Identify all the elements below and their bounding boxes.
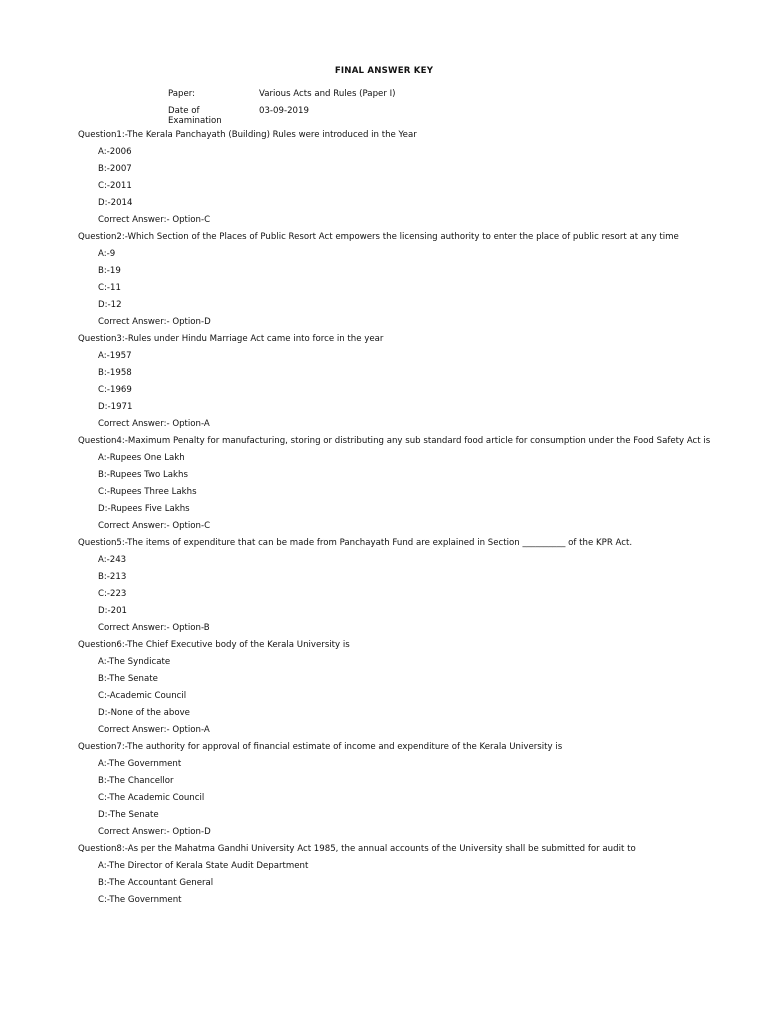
date-value: 03-09-2019 [259,106,309,116]
answer-option: C:-11 [98,283,121,293]
correct-answer: Correct Answer:- Option-A [98,725,210,735]
answer-option: A:-The Director of Kerala State Audit Department [98,861,309,871]
question-text: Question3:-Rules under Hindu Marriage Act came into force in the year [78,334,384,344]
answer-option: C:-1969 [98,385,132,395]
question-block [78,841,758,909]
page-title: FINAL ANSWER KEY [334,66,434,76]
answer-option: A:-1957 [98,351,132,361]
answer-option: B:-19 [98,266,121,276]
question-text: Question7:-The authority for approval of financial estimate of income and expenditure of the Kerala University is [78,742,563,752]
answer-option: B:-2007 [98,164,132,174]
correct-answer: Correct Answer:- Option-D [98,827,211,837]
answer-option: A:-The Government [98,759,182,769]
correct-answer: Correct Answer:- Option-D [98,317,211,327]
answer-option: B:-The Senate [98,674,158,684]
answer-option: A:-The Syndicate [98,657,171,667]
answer-option: D:-201 [98,606,128,616]
answer-option: D:-The Senate [98,810,159,820]
question-text: Question4:-Maximum Penalty for manufacturing, storing or distributing any sub standard food article for consumption under the Food Safety Act is [78,436,711,446]
question-block [78,229,758,331]
answer-option: C:-The Government [98,895,182,905]
question-block [78,739,758,841]
answer-option: D:-None of the above [98,708,190,718]
answer-option: A:-9 [98,249,116,259]
answer-option: C:-The Academic Council [98,793,205,803]
answer-option: C:-223 [98,589,127,599]
question-text: Question1:-The Kerala Panchayath (Building) Rules were introduced in the Year [78,130,417,140]
answer-option: C:-Rupees Three Lakhs [98,487,197,497]
question-list [78,127,758,909]
answer-option: B:-Rupees Two Lakhs [98,470,188,480]
question-block [78,637,758,739]
question-text: Question6:-The Chief Executive body of the Kerala University is [78,640,350,650]
question-block [78,535,758,637]
answer-option: B:-The Chancellor [98,776,174,786]
answer-option: B:-213 [98,572,127,582]
paper-label: Paper: [168,89,196,99]
date-label-line2: Examination [168,116,222,126]
answer-option: D:-1971 [98,402,133,412]
answer-option: A:-Rupees One Lakh [98,453,185,463]
answer-option: D:-Rupees Five Lakhs [98,504,190,514]
answer-option: B:-1958 [98,368,132,378]
question-text: Question5:-The items of expenditure that can be made from Panchayath Fund are explained in Section __________ of the KPR Act. [78,538,633,548]
question-block [78,127,758,229]
paper-value: Various Acts and Rules (Paper I) [259,89,396,99]
answer-option: D:-12 [98,300,122,310]
correct-answer: Correct Answer:- Option-C [98,521,211,531]
answer-option: D:-2014 [98,198,133,208]
correct-answer: Correct Answer:- Option-A [98,419,210,429]
question-text: Question8:-As per the Mahatma Gandhi University Act 1985, the annual accounts of the University shall be submitted for audit to [78,844,636,854]
date-label-line1: Date of [168,106,200,116]
question-text: Question2:-Which Section of the Places of Public Resort Act empowers the licensing authority to enter the place of public resort at any time [78,232,679,242]
answer-option: C:-2011 [98,181,132,191]
question-block [78,331,758,433]
answer-option: A:-243 [98,555,127,565]
answer-option: B:-The Accountant General [98,878,214,888]
correct-answer: Correct Answer:- Option-B [98,623,210,633]
answer-option: C:-Academic Council [98,691,187,701]
correct-answer: Correct Answer:- Option-C [98,215,211,225]
question-block [78,433,758,535]
answer-option: A:-2006 [98,147,132,157]
